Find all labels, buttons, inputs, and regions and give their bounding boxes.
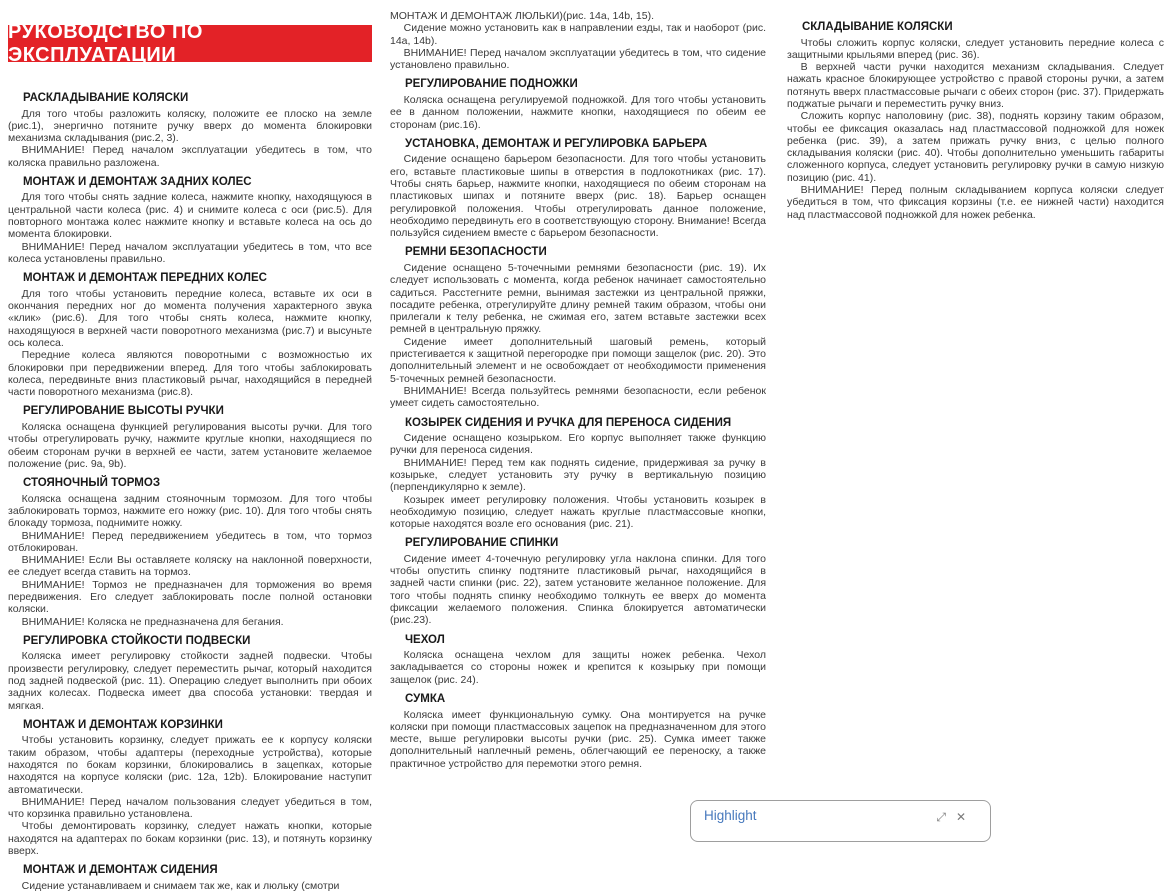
section-heading: РАСКЛАДЫВАНИЕ КОЛЯСКИ [22,92,189,104]
section-heading: СУМКА [404,693,446,706]
paragraph: Коляска имеет функциональную сумку. Она монтируется на ручке коляски при помощи пластмассовых зацепок на предназначенном для этого месте, выше регулировки высоты ручки (рис. 25). Сумка имеет также дополнительный наплечный ремень, облегчающий ее переноску, а также практичное устройство для перемотки этого ремня. [390,708,766,770]
manual-title: РУКОВОДСТВО ПО ЭКСПЛУАТАЦИИ [8,20,203,66]
paragraph: ВНИМАНИЕ! Перед началом эксплуатации убедитесь в том, что сидение установлено правильно. [390,46,766,72]
paragraph: Чтобы установить корзинку, следует прижать ее к корпусу коляски таким образом, чтобы адаптеры (переходные устройства), которые находятся по бокам корзинки, блокировались в зацепках, которые находятся на корпусе коляски (рис. 12a, 12b). Блокирование наступит автоматически. [8,734,372,796]
paragraph: ВНИМАНИЕ! Если Вы оставляете коляску на наклонной поверхности, ее следует всегда ставить на тормоз. [8,554,372,579]
section-heading: РЕМНИ БЕЗОПАСНОСТИ [404,246,547,259]
section-heading: РЕГУЛИРОВАНИЕ СПИНКИ [404,537,559,550]
section-heading: ЧЕХОЛ [404,633,445,646]
section-heading: РЕГУЛИРОВКА СТОЙКОСТИ ПОДВЕСКИ [22,634,251,647]
paragraph: Для того чтобы разложить коляску, положите ее плоско на земле (рис.1), энергично потяните ручку вверх до момента блокировки механизма складывания (рис.2, 3). [8,107,372,145]
paragraph: ВНИМАНИЕ! Тормоз не предназначен для торможения во время передвижения. Его следует заблокировать после полной остановки коляски. [8,578,372,616]
paragraph: ВНИМАНИЕ! Перед передвижением убедитесь в том, что тормоз отблокирован. [8,529,372,554]
column-3 [787,0,1164,221]
section-heading: СТОЯНОЧНЫЙ ТОРМОЗ [22,477,161,490]
column-3-blocks [787,21,1164,221]
section-heading: СКЛАДЫВАНИЕ КОЛЯСКИ [801,21,953,33]
section-heading: РЕГУЛИРОВАНИЕ ВЫСОТЫ РУЧКИ [22,405,224,418]
paragraph: ВНИМАНИЕ! Коляска не предназначена для бегания. [21,615,284,628]
section-heading: МОНТАЖ И ДЕМОНТАЖ КОРЗИНКИ [22,718,223,731]
paragraph: Козырек имеет регулировку положения. Чтобы установить козырек в необходимую позицию, следует нажать круглые пластмассовые кнопки, которые находятся возле его основания (рис. 21). [390,493,766,531]
paragraph: Чтобы сложить корпус коляски, следует установить передние колеса с защитными крыльями вперед (рис. 36). [787,36,1164,61]
popup-icons [936,811,966,823]
paragraph: Передние колеса являются поворотными с возможностью их блокировки при передвижении вперед. Для того чтобы заблокировать колеса, передвиньте вниз пластиковый рычаг, находящийся в передней части поворотного механизма (рис.8). [8,349,372,399]
paragraph: ВНИМАНИЕ! Перед началом пользования следует убедиться в том, что корзинка правильно установлена. [8,795,372,821]
paragraph: ВНИМАНИЕ! Перед началом эксплуатации убедитесь в том, что коляска правильно разложена. [8,144,372,169]
highlight-link[interactable]: Highlight [704,808,757,823]
paragraph: ВНИМАНИЕ! Перед тем как поднять сидение, придерживая за ручку в козырьке, следует установить эту ручку в вертикальную позицию (перпендикулярно к земле). [390,456,766,494]
section-heading: МОНТАЖ И ДЕМОНТАЖ СИДЕНИЯ [22,864,218,877]
section-heading: МОНТАЖ И ДЕМОНТАЖ ЗАДНИХ КОЛЕС [22,175,252,188]
column-1-blocks [8,92,372,892]
section-heading: УСТАНОВКА, ДЕМОНТАЖ И РЕГУЛИРОВКА БАРЬЕРА [404,137,708,150]
annotation-popup[interactable] [690,800,991,842]
expand-icon[interactable]: ⤢ [936,810,946,824]
column-2-blocks [390,10,766,770]
paragraph: ВНИМАНИЕ! Перед полным складыванием корпуса коляски следует убедиться в том, что фиксация корзины (т.е. ее нижней части) находится над пластмассовой подножкой для ножек ребенка. [787,184,1164,221]
paragraph: ВНИМАНИЕ! Перед началом эксплуатации убедитесь в том, что все колеса установлены правильно. [8,240,372,265]
paragraph: Коляска оснащена регулируемой подножкой. Для того чтобы установить ее в данном положении, нажмите кнопки, находящиеся по обеим ее сторонам (рис.16). [390,93,766,131]
section-heading: КОЗЫРЕК СИДЕНИЯ И РУЧКА ДЛЯ ПЕРЕНОСА СИДЕНИЯ [404,416,732,429]
paragraph: Коляска оснащена чехлом для защиты ножек ребенка. Чехол закладывается со стороны ножек и крепится к козырьку при помощи защелок (рис. 24). [390,649,766,686]
paragraph: МОНТАЖ И ДЕМОНТАЖ ЛЮЛЬКИ)(рис. 14a, 14b, 15). [390,10,654,22]
paragraph: Сидение можно установить как в направлении езды, так и наоборот (рис. 14a, 14b). [390,22,766,47]
paragraph: Коляска оснащена функцией регулирования высоты ручки. Для того чтобы отрегулировать ручку, нажмите круглые кнопки, находящиеся по обеим сторонам ручки в верхней ее части, затем установите желаемое положение (рис. 9a, 9b). [8,420,372,470]
paragraph: Сидение оснащено 5-точечными ремнями безопасности (рис. 19). Их следует использовать с момента, когда ребенок начинает самостоятельно садиться. Расстегните ремни, вынимая застежки из центральной пряжки, посадите ребенка, отрегулируйте длину ремней таким образом, чтобы они прилегали к телу ребенка, не сжимая его, затем вставьте застежки всех ремней в центральную пряжку. [390,261,766,336]
paragraph: Чтобы демонтировать корзинку, следует нажать кнопки, которые находятся на адаптерах по бокам корзинки (рис. 13), и потянуть корзинку вверх. [8,820,372,858]
column-1 [8,0,372,892]
paragraph: Коляска имеет регулировку стойкости задней подвески. Чтобы произвести регулировку, следует переместить рычаг, который находится под задней подвеской (рис. 11). Операцию следует выполнить при обоих задних колесах. Подвеска имеет два способа установки: твердая и мягкая. [8,650,372,712]
paragraph: В верхней части ручки находится механизм складывания. Следует нажать красное блокирующее устройство с правой стороны ручки, а затем потянуть вверх пластмассовые рычаги с обеих сторон (рис. 37). Придержать поджатые рычаги и переместить ручку вниз. [787,61,1164,110]
paragraph: Коляска оснащена задним стояночным тормозом. Для того чтобы заблокировать тормоз, нажмите его ножку (рис. 10). Для того чтобы снять блокаду тормоза, поднимите ножку. [8,492,372,530]
section-heading: МОНТАЖ И ДЕМОНТАЖ ПЕРЕДНИХ КОЛЕС [22,272,267,285]
paragraph: Сидение устанавливаем и снимаем так же, как и люльку (смотри [21,879,340,892]
paragraph: Сидение имеет дополнительный шаговый ремень, который пристегивается к защитной перегородке при помощи защелок (рис. 20). Это дополнительный элемент и не освобождает от необходимости применения 5-точечных ремней безопасности. [390,335,766,385]
paragraph: Сидение оснащено барьером безопасности. Для того чтобы установить его, вставьте пластиковые шипы в отверстия в подлокотниках (рис. 17). Чтобы снять барьер, нажмите кнопки, находящиеся по обеим сторонам на пластиковых шипах и потяните вверх (рис. 18). Барьер оснащен регулировкой положения. Чтобы отрегулировать данное положение, необходимо передвинуть его в соответствующую сторону. Внимание! Всегда пользуйся сидением вместе с барьером безопасности. [390,153,766,240]
paragraph: ВНИМАНИЕ! Всегда пользуйтесь ремнями безопасности, если ребенок умеет сидеть самостоятельно. [390,384,766,410]
paragraph: Для того чтобы установить передние колеса, вставьте их оси в окончания передних ног до момента получения характерного звука «клик» (рис.6). Для того чтобы снять колеса, нажмите кнопку, находящуюся в верхней части поворотного механизма (рис.7) и высуньте ось колеса. [8,287,372,349]
paragraph: Сидение оснащено козырьком. Его корпус выполняет также функцию ручки для переноса сидения. [390,432,766,457]
section-heading: РЕГУЛИРОВАНИЕ ПОДНОЖКИ [404,78,578,91]
paragraph: Сложить корпус наполовину (рис. 38), поднять корзину таким образом, чтобы ее фиксация оказалась над пластмассовой подножкой для ножек ребенка (рис. 39), а затем прижать ручку вниз, с целью полного складывания коляски (рис. 40). Чтобы дополнительно уменьшить габариты сложенного корпуса, следует установить регулировку ручки в самую низкую позицию (рис. 41). [787,110,1164,184]
paragraph: Сидение имеет 4-точечную регулировку угла наклона спинки. Для того чтобы опустить спинку подтяните пластиковый рычаг, находящийся в задней части спинки (рис. 22), затем установите желанное положение. Для того чтобы поднять спинку необходимо толкнуть ее вверх до момента фиксации желаемого положения. Спинка блокируется автоматически (рис.23). [390,552,766,627]
close-icon[interactable]: ✕ [955,810,966,824]
column-2 [390,0,766,770]
manual-title-banner [8,20,372,66]
paragraph: Для того чтобы снять задние колеса, нажмите кнопку, находящуюся в центральной части колеса (рис. 4) и снимите колеса с оси (рис.5). Для повторного монтажа колес нажмите кнопку и вставьте колеса на ось до момента блокировки. [8,191,372,241]
